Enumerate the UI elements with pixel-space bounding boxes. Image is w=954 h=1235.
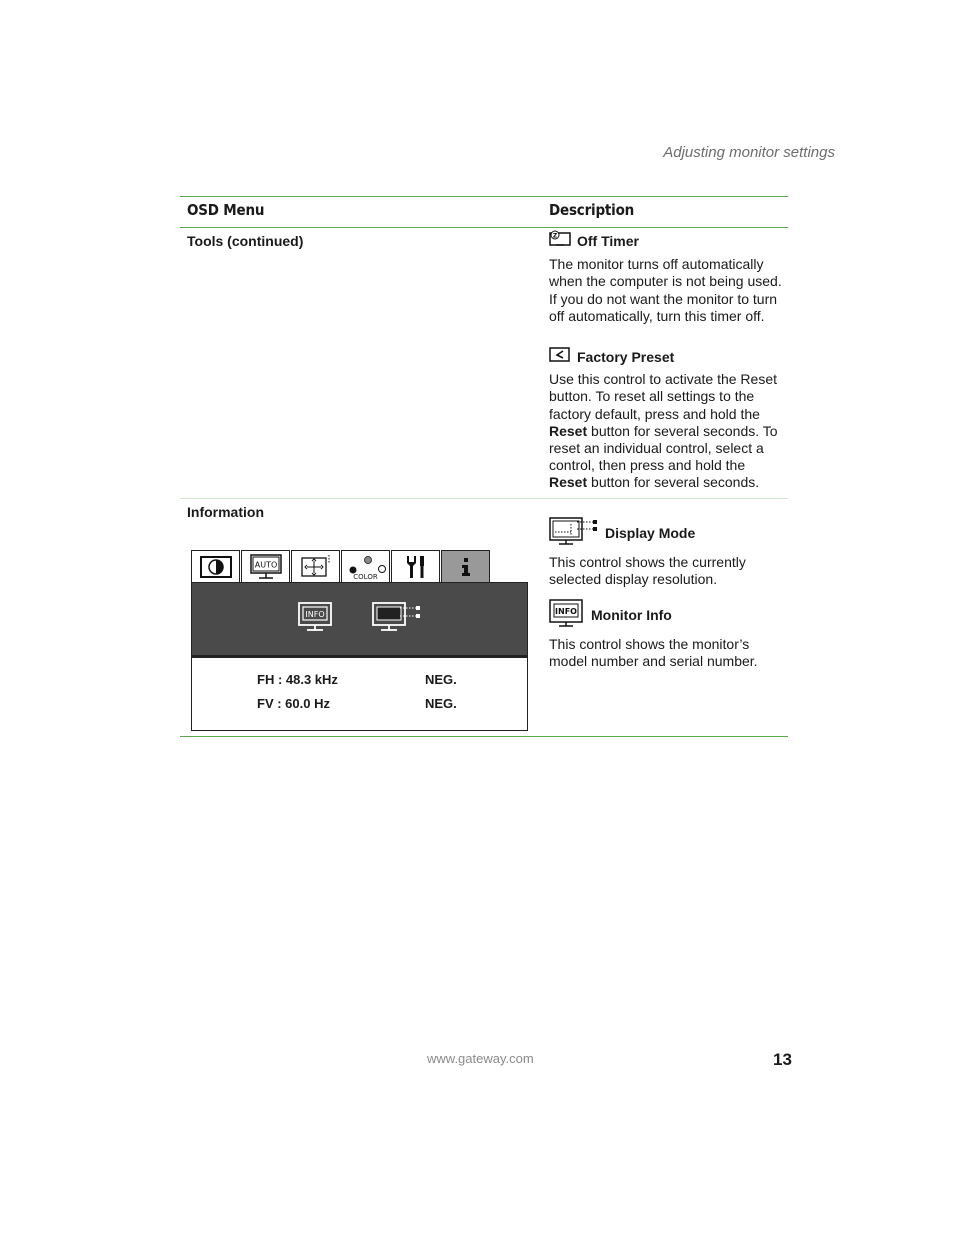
- osd-readout-fv-value: NEG.: [425, 696, 457, 711]
- footer-url: www.gateway.com: [427, 1051, 534, 1066]
- monitor-info-option[interactable]: [298, 602, 332, 637]
- color-tab-caption: COLOR: [353, 573, 378, 581]
- osd-info-badge-text: INFO: [304, 609, 325, 619]
- position-icon: [299, 554, 333, 580]
- monitor-info-icon: [549, 598, 585, 632]
- osd-readout-fv-label: FV : 60.0 Hz: [257, 696, 330, 711]
- osd-tab-auto-adjust[interactable]: [241, 550, 290, 583]
- osd-tab-contrast[interactable]: [191, 550, 240, 583]
- contrast-icon: [200, 556, 232, 578]
- osd-menu-panel: [191, 550, 528, 731]
- factory-preset-heading: [549, 347, 785, 367]
- column-header-description: Description: [549, 201, 635, 219]
- row-label-tools: Tools (continued): [187, 233, 304, 249]
- osd-readout-fh-value: NEG.: [425, 672, 457, 687]
- off-timer-icon: [549, 230, 571, 252]
- display-mode-title: Display Mode: [605, 524, 696, 541]
- factory-preset-title: Factory Preset: [577, 348, 675, 365]
- page-number: 13: [773, 1050, 792, 1069]
- auto-badge-text: AUTO: [254, 560, 277, 569]
- off-timer-title: Off Timer: [577, 232, 639, 249]
- osd-selection-area: [191, 582, 528, 656]
- table-bottom-rule: [180, 736, 788, 737]
- osd-tab-position[interactable]: [291, 550, 340, 583]
- display-mode-option[interactable]: [372, 602, 422, 637]
- factory-preset-text: Use this control to activate the Reset button. To reset all settings to the factory default, press and hold the Reset button for several seconds. To reset an individual control, select a control, then press and hold the Reset button for several seconds.: [549, 371, 778, 491]
- osd-tab-information[interactable]: [441, 550, 490, 583]
- display-mode-text: This control shows the currently selected display resolution.: [549, 554, 746, 588]
- off-timer-heading: [549, 230, 785, 252]
- row-label-information: Information: [187, 504, 264, 520]
- row-divider: [180, 498, 788, 499]
- display-mode-description: [549, 516, 785, 589]
- off-timer-description: [549, 230, 785, 325]
- monitor-info-description: [549, 598, 785, 671]
- display-mode-icon: [549, 516, 599, 550]
- information-icon: [456, 556, 476, 578]
- factory-preset-icon: [549, 347, 571, 367]
- auto-adjust-icon: [249, 554, 283, 580]
- tools-icon: [403, 554, 429, 580]
- running-head: Adjusting monitor settings: [663, 144, 835, 161]
- monitor-info-badge-text: INFO: [555, 607, 577, 616]
- monitor-info-title: Monitor Info: [591, 606, 672, 623]
- factory-preset-description: [549, 347, 785, 492]
- display-mode-heading: [549, 516, 785, 550]
- monitor-info-heading: [549, 598, 785, 632]
- monitor-info-text: This control shows the monitor’s model number and serial number.: [549, 636, 758, 670]
- monitor-info-icon: [298, 602, 332, 632]
- off-timer-text: The monitor turns off automatically when the computer is not being used. If you do not want the monitor to turn off automatically, turn this timer off.: [549, 256, 782, 324]
- svg-text:Z: Z: [552, 232, 558, 240]
- osd-tab-bar: [191, 550, 528, 582]
- header-bottom-rule: [180, 227, 788, 228]
- column-header-osd-menu: OSD Menu: [187, 201, 265, 219]
- osd-readout-fh-label: FH : 48.3 kHz: [257, 672, 338, 687]
- display-mode-icon: [372, 602, 422, 632]
- osd-tab-color[interactable]: [341, 550, 390, 583]
- table-top-rule: [180, 196, 788, 197]
- osd-tab-tools[interactable]: [391, 550, 440, 583]
- osd-readout: [191, 656, 528, 731]
